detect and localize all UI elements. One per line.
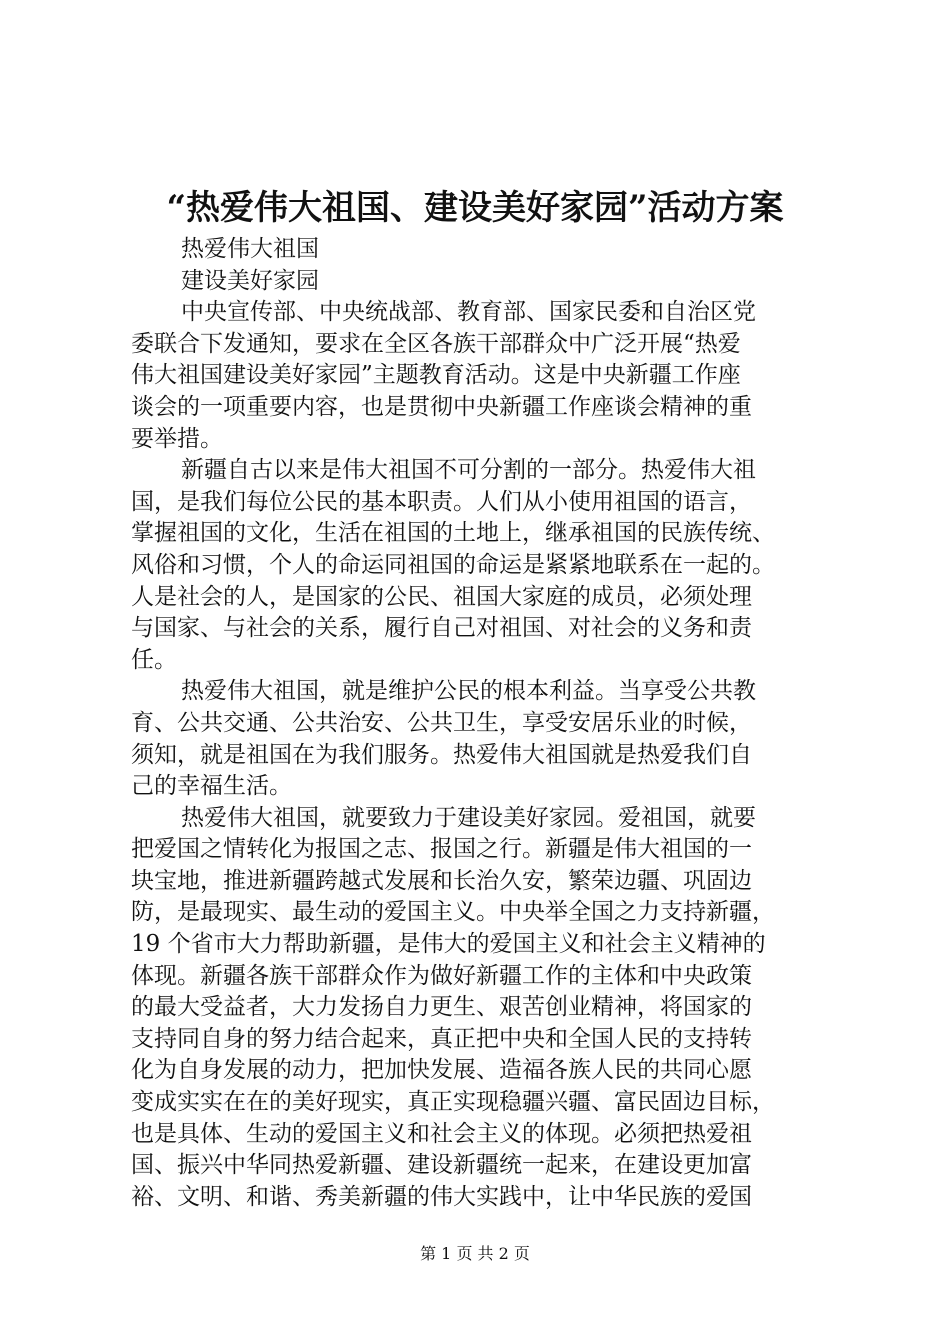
body-line: 建设美好家园 (181, 267, 319, 294)
body-line: 国、振兴中华同热爱新疆、建设新疆统一起来，在建设更加富 (131, 1152, 752, 1179)
body-line: 国，是我们每位公民的基本职责。人们从小使用祖国的语言， (131, 488, 752, 515)
body-line: 风俗和习惯，个人的命运同祖国的命运是紧紧地联系在一起的。 (131, 551, 775, 578)
body-line: 热爱伟大祖国，就是维护公民的根本利益。当享受公共教 (181, 678, 756, 705)
body-line: 谈会的一项重要内容，也是贯彻中央新疆工作座谈会精神的重 (131, 393, 752, 420)
body-line: 变成实实在在的美好现实，真正实现稳疆兴疆、富民固边目标， (131, 1089, 775, 1116)
body-line: 要举措。 (131, 425, 223, 452)
body-line: 化为自身发展的动力，把加快发展、造福各族人民的共同心愿 (131, 1057, 752, 1084)
body-line: 裕、文明、和谐、秀美新疆的伟大实践中，让中华民族的爱国 (131, 1183, 752, 1210)
body-line: 与国家、与社会的关系，履行自己对祖国、对社会的义务和责 (131, 615, 752, 642)
page-footer: 第 1 页 共 2 页 (420, 1244, 530, 1263)
body-line: 育、公共交通、公共治安、公共卫生，享受安居乐业的时候， (131, 709, 752, 736)
body-line: 的最大受益者，大力发扬自力更生、艰苦创业精神，将国家的 (131, 994, 752, 1021)
body-line: 体现。新疆各族干部群众作为做好新疆工作的主体和中央政策 (131, 962, 752, 989)
body-line: 中央宣传部、中央统战部、教育部、国家民委和自治区党 (181, 299, 756, 326)
document-body (131, 234, 833, 1213)
body-line: 人是社会的人，是国家的公民、祖国大家庭的成员，必须处理 (131, 583, 752, 610)
body-line: 伟大祖国建设美好家园”主题教育活动。这是中央新疆工作座 (131, 362, 741, 389)
body-line: 19 个省市大力帮助新疆，是伟大的爱国主义和社会主义精神的 (131, 931, 766, 958)
body-line: 块宝地，推进新疆跨越式发展和长治久安，繁荣边疆、巩固边 (131, 867, 752, 894)
body-line: 把爱国之情转化为报国之志、报国之行。新疆是伟大祖国的一 (131, 836, 752, 863)
body-line: 委联合下发通知，要求在全区各族干部群众中广泛开展“热爱 (131, 330, 741, 357)
body-line: 也是具体、生动的爱国主义和社会主义的体现。必须把热爱祖 (131, 1120, 752, 1147)
document-title: “热爱伟大祖国、建设美好家园”活动方案 (166, 188, 784, 228)
body-line: 己的幸福生活。 (131, 773, 292, 800)
body-line: 掌握祖国的文化，生活在祖国的土地上，继承祖国的民族传统、 (131, 520, 775, 547)
body-line: 任。 (131, 646, 177, 673)
body-line: 防，是最现实、最生动的爱国主义。中央举全国之力支持新疆， (131, 899, 775, 926)
body-line: 热爱伟大祖国 (181, 236, 319, 262)
body-line: 须知，就是祖国在为我们服务。热爱伟大祖国就是热爱我们自 (131, 741, 752, 768)
body-line: 支持同自身的努力结合起来，真正把中央和全国人民的支持转 (131, 1025, 752, 1052)
body-line: 热爱伟大祖国，就要致力于建设美好家园。爱祖国，就要 (181, 804, 756, 831)
body-line: 新疆自古以来是伟大祖国不可分割的一部分。热爱伟大祖 (181, 457, 756, 484)
